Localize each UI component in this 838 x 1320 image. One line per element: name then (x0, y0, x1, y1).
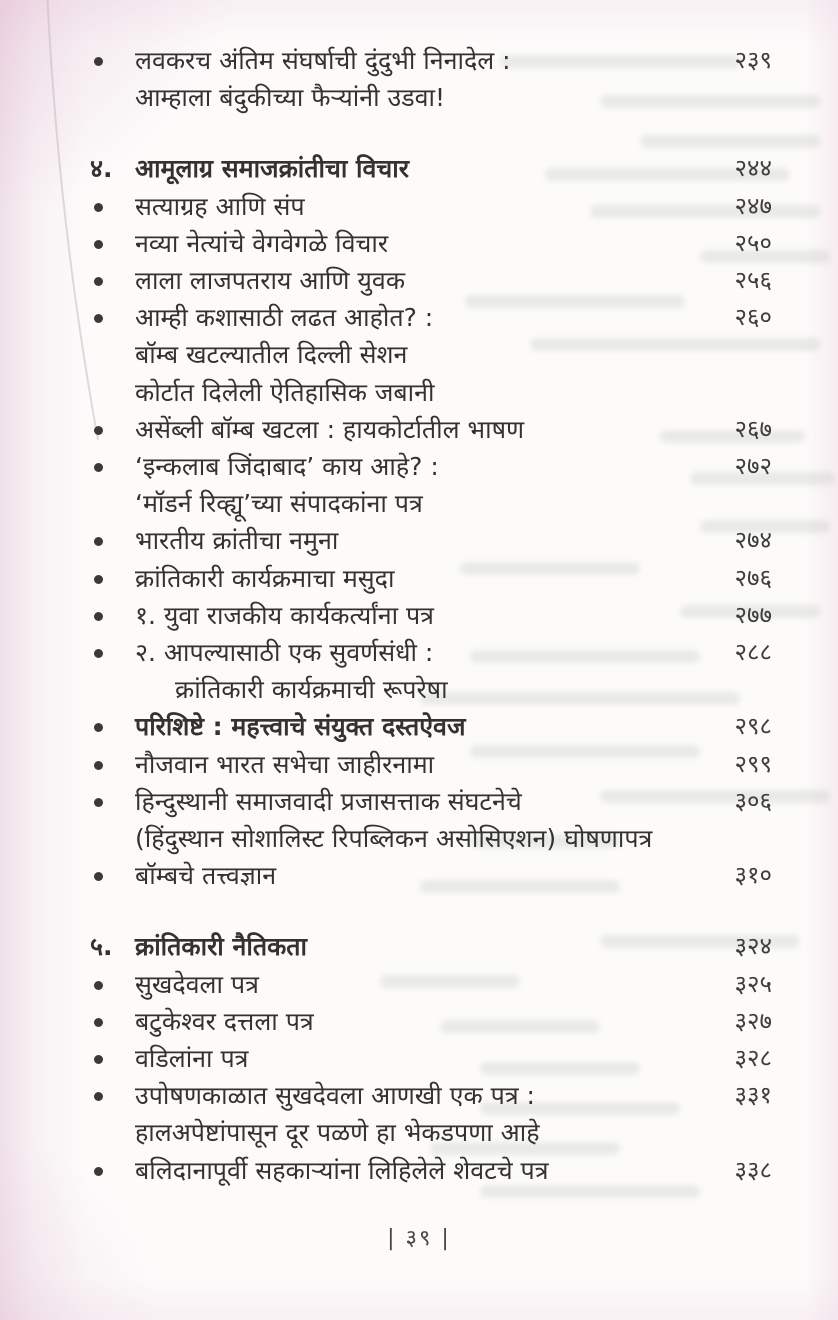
toc-entry-text: लाला लाजपतराय आणि युवक (135, 266, 406, 296)
toc-entry-title (135, 262, 696, 299)
toc-entry-page-number: २७४ (734, 526, 772, 555)
toc-entry-marker (90, 634, 135, 658)
toc-entry-page-number: ३३८ (734, 1155, 772, 1184)
toc-entry-text: १. युवा राजकीय कार्यकर्त्यांना पत्र (135, 600, 434, 630)
page-number: | ३९ | (387, 1226, 451, 1251)
toc-entry-text: वडिलांना पत्र (135, 1044, 249, 1074)
toc-entry-title (135, 560, 696, 597)
toc-entry-text: २. आपल्यासाठी एक सुवर्णसंधी : (135, 638, 434, 668)
toc-entry-marker (90, 708, 135, 732)
toc-entry (90, 522, 772, 559)
toc-entry-title (135, 1040, 696, 1077)
toc-entry-page-number: ३१० (734, 861, 772, 890)
toc-entry-title (135, 1003, 696, 1040)
toc-entry-text: क्रांतिकारी नैतिकता (135, 932, 308, 962)
bullet-icon (94, 575, 103, 584)
toc-entry (90, 746, 772, 783)
toc-entry-page-number: २५६ (734, 266, 772, 295)
toc-entry-marker (90, 299, 135, 323)
bullet-icon (94, 1018, 103, 1027)
toc-entry-title (135, 746, 696, 783)
toc-entry-continuation: बॉम्ब खटल्यातील दिल्ली सेशन (135, 340, 408, 370)
bullet-icon (94, 612, 103, 621)
toc-entry (90, 928, 772, 965)
toc-entry-page-number: ३२७ (734, 1006, 772, 1035)
toc-entry (90, 857, 772, 894)
toc-entry-text: आमूलाग्र समाजक्रांतीचा विचार (135, 154, 410, 184)
toc-entry-title (135, 966, 696, 1003)
toc-entry-page-number: ३३१ (734, 1081, 772, 1110)
toc-entry (90, 597, 772, 634)
toc-entry-page-number: २९९ (734, 749, 772, 778)
toc-entry-marker (90, 1152, 135, 1176)
toc-entry-page-number: ३२८ (734, 1044, 772, 1073)
bullet-icon (94, 723, 103, 732)
toc-entry (90, 150, 772, 187)
toc-entry (90, 42, 772, 116)
toc-entry-title (135, 708, 696, 745)
toc-entry (90, 1040, 772, 1077)
toc-entry (90, 188, 772, 225)
toc-entry-marker (90, 783, 135, 807)
toc-entry (90, 262, 772, 299)
toc-entry-marker (90, 1003, 135, 1027)
toc-entry-marker (90, 966, 135, 990)
bullet-icon (94, 277, 103, 286)
toc-entry-continuation: ‘मॉडर्न रिव्ह्यू’च्या संपादकांना पत्र (135, 489, 423, 519)
toc-entry-text: ‘इन्कलाब जिंदाबाद’ काय आहे? : (135, 452, 439, 482)
bullet-icon (94, 1055, 103, 1064)
toc-entry-title (135, 783, 696, 857)
bullet-icon (94, 798, 103, 807)
toc-entry-text: उपोषणकाळात सुखदेवला आणखी एक पत्र : (135, 1081, 535, 1111)
toc-entry-title (135, 150, 696, 187)
toc-entry-page-number: ३०६ (734, 786, 772, 815)
toc-entry-title (135, 188, 696, 225)
toc-entry (90, 411, 772, 448)
page-number-footer (0, 1222, 838, 1252)
toc-entry-title (135, 225, 696, 262)
bullet-icon (94, 761, 103, 770)
toc-entry-continuation: हालअपेष्टांपासून दूर पळणे हा भेकडपणा आहे (135, 1118, 540, 1148)
toc-entry-page-number: २८८ (734, 638, 772, 667)
toc-entry-marker: ४. (90, 154, 113, 184)
toc-entry (90, 783, 772, 857)
toc-entry-marker (90, 188, 135, 212)
bullet-icon (94, 203, 103, 212)
toc-entry-page-number: २४४ (734, 154, 772, 183)
bullet-icon (94, 872, 103, 881)
toc-entry-title (135, 634, 696, 708)
toc-entry-title (135, 857, 696, 894)
toc-entry-title (135, 411, 696, 448)
toc-entry-text: भारतीय क्रांतीचा नमुना (135, 526, 339, 556)
toc-entry-marker (90, 225, 135, 249)
bullet-icon (94, 463, 103, 472)
bullet-icon (94, 314, 103, 323)
toc-entry-page-number: २३९ (734, 46, 772, 74)
toc-entry-marker (90, 857, 135, 881)
toc-entry (90, 708, 772, 745)
bullet-icon (94, 537, 103, 546)
toc-entry-title (135, 42, 696, 116)
table-of-contents (0, 42, 838, 1189)
toc-entry-page-number: २७२ (734, 452, 772, 481)
toc-entry-text: बटुकेश्वर दत्तला पत्र (135, 1006, 314, 1036)
toc-entry-text: असेंब्ली बॉम्ब खटला : हायकोर्टातील भाषण (135, 414, 525, 444)
toc-entry (90, 1077, 772, 1151)
toc-entry-page-number: २७७ (734, 600, 772, 629)
toc-entry-text: आम्ही कशासाठी लढत आहोत? : (135, 303, 434, 333)
toc-entry-title (135, 522, 696, 559)
toc-entry-text: क्रांतिकारी कार्यक्रमाचा मसुदा (135, 563, 395, 593)
bullet-icon (94, 240, 103, 249)
bullet-icon (94, 426, 103, 435)
bullet-icon (94, 1092, 103, 1101)
toc-entry-page-number: २५० (734, 228, 772, 257)
toc-entry-text: बलिदानापूर्वी सहकाऱ्यांना लिहिलेले शेवटचे पत्र (135, 1155, 549, 1185)
toc-entry-page-number: २६७ (734, 414, 772, 443)
toc-entry-marker (90, 42, 135, 66)
toc-entry-continuation: कोर्टात दिलेली ऐतिहासिक जबानी (135, 377, 435, 407)
toc-entry-title (135, 448, 696, 522)
toc-entry (90, 1003, 772, 1040)
toc-entry-title (135, 1152, 696, 1189)
toc-entry-marker (90, 522, 135, 546)
toc-entry-text: हिन्दुस्थानी समाजवादी प्रजासत्ताक संघटनेचे (135, 786, 522, 816)
toc-entry-title (135, 597, 696, 634)
toc-entry-text: परिशिष्टे : महत्त्वाचे संयुक्त दस्तऐवज (135, 712, 466, 742)
toc-entry-page-number: २७६ (734, 563, 772, 592)
toc-entry-page-number: २४७ (734, 191, 772, 220)
toc-entry-marker: ५. (90, 932, 113, 962)
bullet-icon (94, 1167, 103, 1176)
bullet-icon (94, 649, 103, 658)
toc-entry-text: सत्याग्रह आणि संप (135, 191, 305, 221)
toc-entry-marker (90, 262, 135, 286)
toc-entry-marker (90, 560, 135, 584)
toc-entry-text: बॉम्बचे तत्त्वज्ञान (135, 861, 277, 891)
toc-entry-page-number: ३२४ (734, 932, 772, 961)
toc-entry-continuation: (हिंदुस्थान सोशालिस्ट रिपब्लिकन असोसिएशन) घोषणापत्र (135, 824, 653, 854)
toc-entry-marker (90, 597, 135, 621)
toc-entry-title (135, 1077, 696, 1151)
toc-entry-continuation: आम्हाला बंदुकीच्या फैऱ्यांनी उडवा! (135, 83, 446, 113)
toc-entry-text: लवकरच अंतिम संघर्षाची दुंदुभी निनादेल : (135, 46, 511, 75)
toc-entry (90, 966, 772, 1003)
toc-entry-marker (90, 1077, 135, 1101)
toc-entry-text: नौजवान भारत सभेचा जाहीरनामा (135, 749, 435, 779)
toc-entry-text: नव्या नेत्यांचे वेगवेगळे विचार (135, 228, 389, 258)
toc-entry (90, 1152, 772, 1189)
toc-entry-page-number: २९८ (734, 712, 772, 741)
toc-entry-title (135, 928, 696, 965)
toc-entry-page-number: ३२५ (734, 969, 772, 998)
bullet-icon (94, 57, 103, 66)
toc-entry-title (135, 299, 696, 411)
toc-entry-marker (90, 1040, 135, 1064)
toc-entry (90, 560, 772, 597)
toc-entry (90, 299, 772, 411)
toc-entry-text: सुखदेवला पत्र (135, 969, 259, 999)
toc-entry (90, 448, 772, 522)
toc-entry-page-number: २६० (734, 303, 772, 332)
toc-entry-continuation: क्रांतिकारी कार्यक्रमाची रूपरेषा (175, 675, 448, 705)
toc-entry (90, 634, 772, 708)
toc-entry (90, 225, 772, 262)
bullet-icon (94, 981, 103, 990)
toc-entry-marker (90, 411, 135, 435)
toc-entry-marker (90, 746, 135, 770)
toc-entry-marker (90, 448, 135, 472)
